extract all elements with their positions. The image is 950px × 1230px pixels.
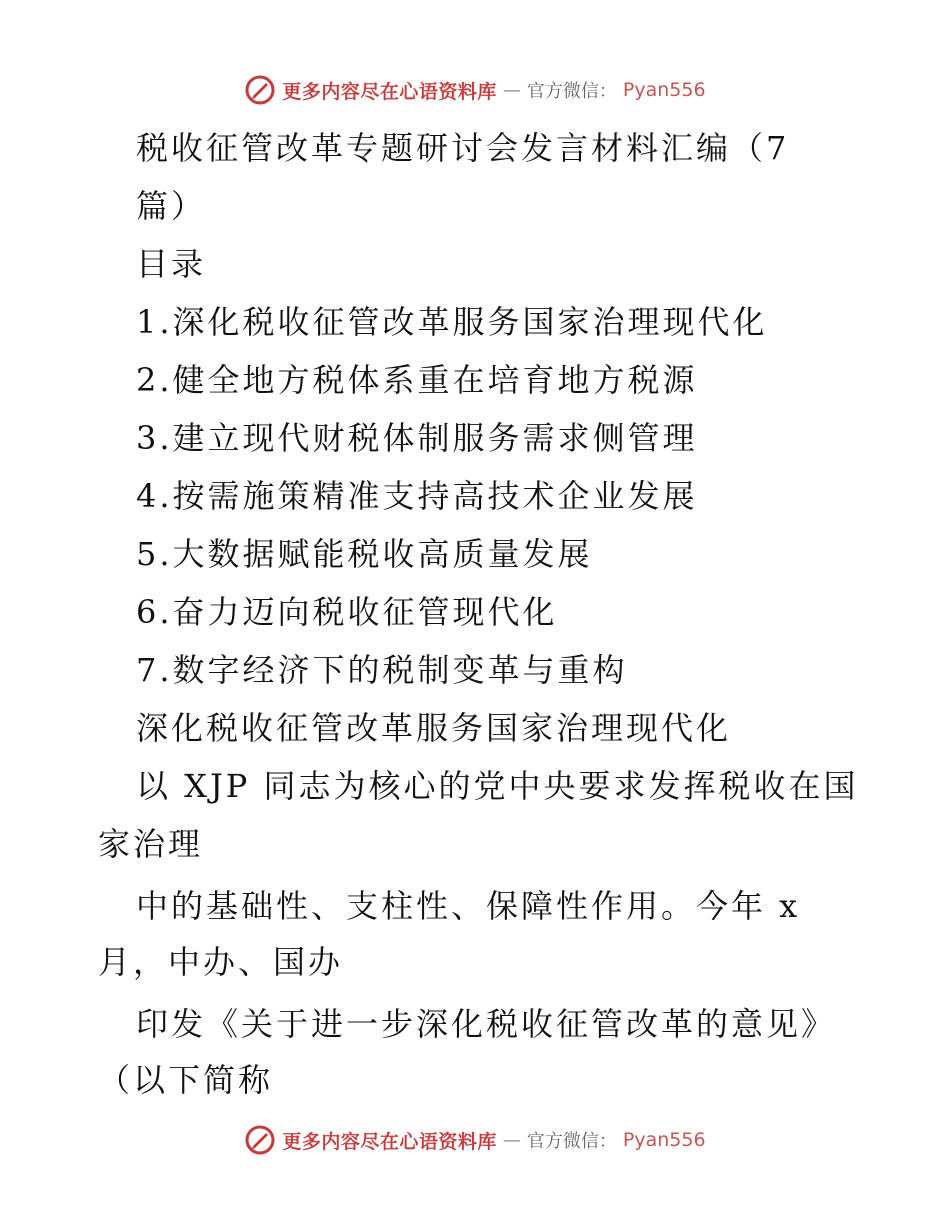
watermark-dash: —	[502, 1129, 521, 1151]
watermark-footer	[0, 1124, 950, 1156]
body-paragraph-line: 月，中办、国办	[98, 943, 344, 981]
watermark-contact-id: Pyan556	[622, 1129, 706, 1151]
toc-item: 6.奋力迈向税收征管现代化	[136, 593, 558, 631]
toc-heading: 目录	[136, 245, 207, 283]
watermark-header	[0, 74, 950, 106]
section-title: 深化税收征管改革服务国家治理现代化	[136, 709, 732, 747]
watermark-contact-id: Pyan556	[622, 79, 706, 101]
quill-logo-icon	[244, 1124, 276, 1156]
body-paragraph-line: 以 XJP 同志为核心的党中央要求发挥税收在国	[136, 767, 859, 805]
quill-logo-icon	[244, 74, 276, 106]
document-title-line-2: 篇）	[136, 187, 207, 225]
toc-item: 4.按需施策精准支持高技术企业发展	[136, 477, 698, 515]
body-paragraph-line: 家治理	[98, 825, 204, 863]
toc-item: 7.数字经济下的税制变革与重构	[136, 651, 628, 689]
toc-item: 1.深化税收征管改革服务国家治理现代化	[136, 303, 768, 341]
toc-item: 3.建立现代财税体制服务需求侧管理	[136, 419, 698, 457]
watermark-site-text: 更多内容尽在心语资料库	[282, 1130, 497, 1153]
watermark-contact-label: 官方微信：	[526, 1131, 617, 1152]
toc-item: 2.健全地方税体系重在培育地方税源	[136, 361, 698, 399]
toc-item: 5.大数据赋能税收高质量发展	[136, 535, 593, 573]
watermark-dash: —	[502, 79, 521, 101]
document-title-line-1: 税收征管改革专题研讨会发言材料汇编（7	[136, 129, 790, 167]
body-paragraph-line: 中的基础性、支柱性、保障性作用。今年 x	[136, 887, 801, 925]
body-paragraph-line: （以下简称	[98, 1061, 274, 1099]
watermark-contact-label: 官方微信：	[526, 81, 617, 102]
body-paragraph-line: 印发《关于进一步深化税收征管改革的意见》	[136, 1005, 837, 1043]
watermark-site-text: 更多内容尽在心语资料库	[282, 80, 497, 103]
